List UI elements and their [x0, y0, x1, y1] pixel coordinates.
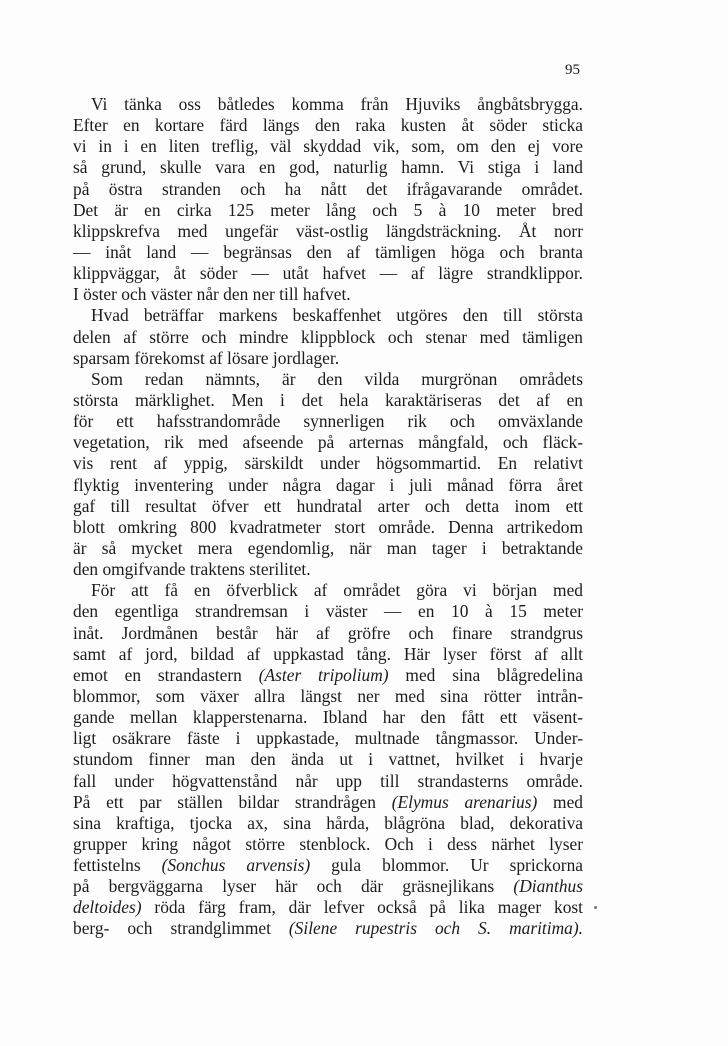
text-run: gande mellan klapperstenarna. Ibland har den fått ett väsent- [73, 707, 583, 728]
text-run: den omgifvande traktens sterilitet. [73, 559, 311, 580]
species-name: (Silene rupestris och S. maritima). [288, 918, 583, 939]
text-run: klippväggar, åt söder — utåt hafvet — af lägre strandklippor. [73, 263, 583, 284]
page-number: 95 [565, 62, 580, 78]
text-run: gaf till resultat öfver ett hundratal arter och detta inom ett [73, 495, 583, 516]
text-run: den egentliga strandremsan i väster — en 10 à 15 meter [73, 601, 583, 622]
text-run: fall under högvattenstånd når upp till strandasterns område. [73, 770, 583, 791]
text-line [73, 284, 583, 305]
text-line [73, 623, 583, 644]
text-run: samt af jord, bildad af uppkastad tång. Här lyser först af allt [73, 643, 583, 664]
text-line [73, 115, 583, 136]
text-run: fettistelns [73, 855, 162, 876]
text-line [73, 200, 583, 221]
text-run: största märklighet. Men i det hela karaktäriseras det af en [73, 389, 583, 410]
text-run: Det är en cirka 125 meter lång och 5 à 10 meter bred [73, 199, 583, 220]
species-name: (Elymus arenarius) [391, 791, 538, 812]
text-line [73, 707, 583, 728]
text-line [73, 327, 583, 348]
text-run: I öster och väster når den ner till hafvet. [73, 284, 351, 305]
text-line [73, 453, 583, 474]
species-name: (Aster tripolium) [258, 664, 389, 685]
text-line [73, 369, 583, 390]
text-run: berg- och strandglimmet [73, 918, 289, 939]
text-line [73, 411, 583, 432]
text-run: röda färg fram, där lefver också på lika mager kost [141, 897, 583, 918]
text-line [73, 559, 583, 580]
species-name: (Sonchus arvensis) [161, 855, 311, 876]
text-line [73, 305, 583, 326]
text-run: Vi tänka oss båtledes komma från Hjuviks ångbåtsbrygga. [91, 94, 583, 114]
text-line [73, 918, 583, 939]
text-run: så grund, skulle vara en god, naturlig hamn. Vi stiga i land [73, 157, 583, 178]
text-run: blott omkring 800 kvadratmeter stort område. Denna artrikedom [73, 516, 583, 537]
stray-ink-dot [594, 906, 597, 909]
text-line [73, 897, 583, 918]
text-line [73, 601, 583, 622]
text-run: gula blommor. Ur sprickorna [310, 855, 583, 876]
text-run: vis rent af yppig, särskildt under högsommartid. En relativt [73, 453, 583, 474]
text-run: vegetation, rik med afseende på arternas mångfald, och fläck- [73, 432, 583, 453]
text-line [73, 263, 583, 284]
text-line [73, 580, 583, 601]
text-line [73, 792, 583, 813]
text-run: Som redan nämnts, är den vilda murgrönan områdets [91, 368, 583, 389]
text-line [73, 179, 583, 200]
text-run: vi in i en liten treflig, väl skyddad vik, som, om den ej vore [73, 136, 583, 157]
text-run: delen af större och mindre klippblock och stenar med tämligen [73, 326, 583, 347]
text-line [73, 475, 583, 496]
text-line [73, 348, 583, 369]
text-line [73, 876, 583, 897]
text-run: emot en strandastern [73, 664, 259, 685]
text-line [73, 432, 583, 453]
text-line [73, 390, 583, 411]
text-run: blommor, som växer allra längst ner med sina rötter intrån- [73, 685, 583, 706]
text-line [73, 728, 583, 749]
text-run: sparsam förekomst af lösare jordlager. [73, 347, 340, 368]
text-line [73, 834, 583, 855]
text-line [73, 855, 583, 876]
text-line [73, 517, 583, 538]
text-line [73, 771, 583, 792]
species-name: deltoides) [73, 897, 142, 918]
text-line [73, 538, 583, 559]
text-run: För att få en öfverblick af området göra vi början med [91, 580, 583, 601]
text-line [73, 644, 583, 665]
text-run: På ett par ställen bildar strandrågen [73, 791, 392, 812]
text-run: flyktig inventering under några dagar i juli månad förra året [73, 474, 583, 495]
text-line [73, 686, 583, 707]
text-run: med [537, 791, 583, 812]
text-run: med sina blågredelina [388, 664, 583, 685]
text-line [73, 221, 583, 242]
body-text [73, 94, 583, 940]
text-run: — inåt land — begränsas den af tämligen höga och branta [73, 241, 583, 262]
text-run: för ett hafsstrandområde synnerligen rik och omväxlande [73, 411, 583, 432]
text-line [73, 813, 583, 834]
text-run: grupper kring något större stenblock. Och i dess närhet lyser [73, 833, 583, 854]
text-run: på bergväggarna lyser här och där gräsnejlikans [73, 876, 514, 897]
text-run: sina kraftiga, tjocka ax, sina hårda, blågröna blad, dekorativa [73, 812, 583, 833]
text-run: inåt. Jordmånen består här af gröfre och finare strandgrus [73, 622, 583, 643]
text-line [73, 665, 583, 686]
text-run: Hvad beträffar markens beskaffenhet utgöres den till största [91, 305, 583, 326]
text-run: Efter en kortare färd längs den raka kusten åt söder sticka [73, 115, 583, 136]
text-line [73, 157, 583, 178]
text-run: klippskrefva med ungefär väst-ostlig längdsträckning. Åt norr [73, 220, 583, 241]
text-line [73, 749, 583, 770]
text-line [73, 242, 583, 263]
text-line [73, 496, 583, 517]
text-run: stundom finner man den ända ut i vattnet, hvilket i hvarje [73, 749, 583, 770]
text-run: på östra stranden och ha nått det ifrågavarande området. [73, 178, 583, 199]
species-name: (Dianthus [513, 876, 583, 897]
text-line [73, 94, 583, 115]
text-line [73, 136, 583, 157]
text-run: är så mycket mera egendomlig, när man tager i betraktande [73, 537, 583, 558]
text-run: ligt osäkrare fäste i uppkastade, multnade tångmassor. Under- [73, 728, 583, 749]
